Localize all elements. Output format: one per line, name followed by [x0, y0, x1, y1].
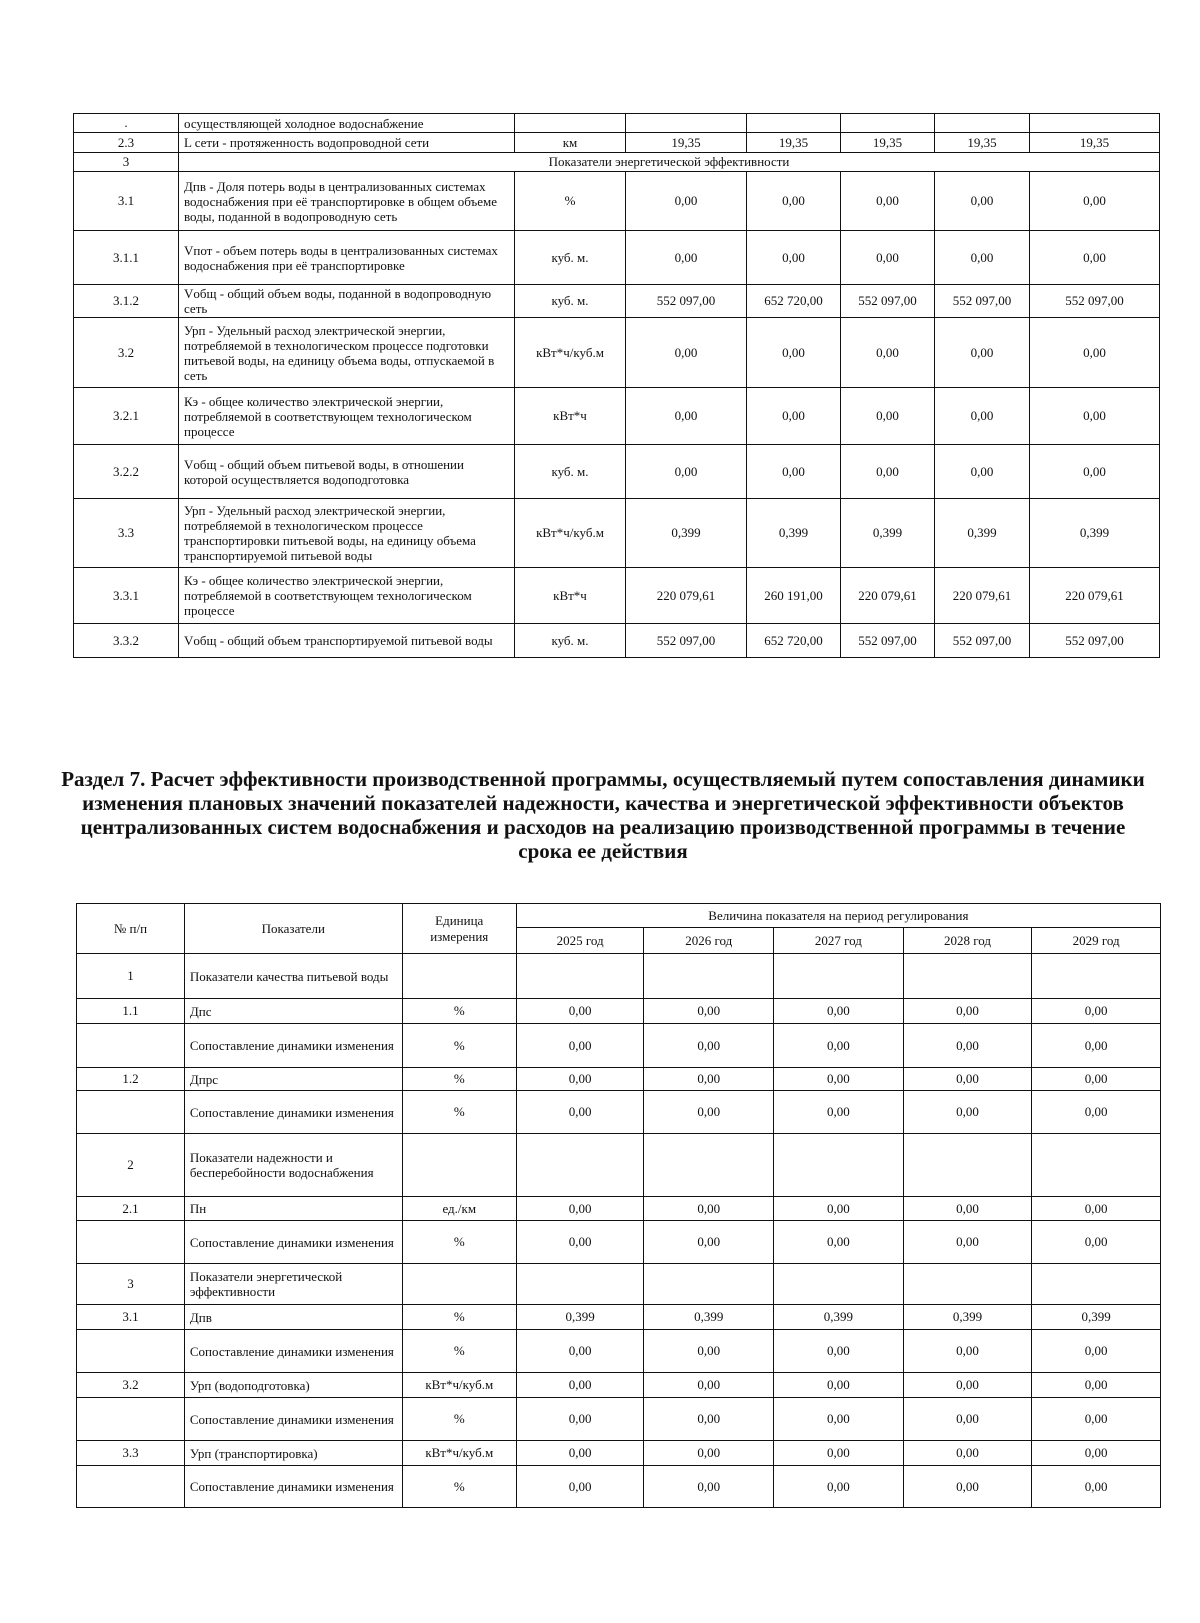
- value-cell: 0,399: [516, 1305, 644, 1330]
- value-cell: 552 097,00: [841, 285, 935, 318]
- value-cell: 0,00: [774, 1197, 904, 1221]
- value-cell: 0,00: [841, 318, 935, 388]
- indicator-name: осуществляющей холодное водоснабжение: [179, 114, 515, 133]
- table-row: [74, 318, 1160, 388]
- row-number: [77, 1398, 185, 1441]
- value-cell: 0,00: [841, 388, 935, 445]
- value-cell: 0,399: [644, 1305, 774, 1330]
- value-cell: 0,00: [841, 231, 935, 285]
- value-cell: 0,00: [644, 1441, 774, 1466]
- table-row: [74, 445, 1160, 499]
- value-cell: 0,00: [1032, 1330, 1161, 1373]
- value-cell: 0,00: [516, 1091, 644, 1134]
- value-cell: [747, 114, 841, 133]
- indicator-name: Сопоставление динамики изменения: [184, 1466, 402, 1508]
- value-cell: 0,399: [626, 499, 747, 568]
- value-cell: 0,00: [903, 1398, 1032, 1441]
- row-number: [77, 1466, 185, 1508]
- value-cell: 0,00: [1030, 318, 1160, 388]
- value-cell: [516, 954, 644, 999]
- value-cell: 0,00: [644, 1197, 774, 1221]
- value-cell: 0,00: [1032, 999, 1161, 1024]
- row-number: 2: [77, 1134, 185, 1197]
- value-cell: 0,00: [935, 172, 1030, 231]
- indicator-name: Показатели энергетической эффективности: [184, 1264, 402, 1305]
- table-row: [77, 1091, 1161, 1134]
- value-cell: 19,35: [935, 133, 1030, 153]
- table-row: [77, 1466, 1161, 1508]
- unit: %: [402, 1466, 516, 1508]
- table-row: [74, 172, 1160, 231]
- value-cell: 0,00: [644, 1221, 774, 1264]
- unit: км: [515, 133, 626, 153]
- value-cell: 0,00: [1032, 1441, 1161, 1466]
- value-cell: [644, 954, 774, 999]
- table-row: [74, 568, 1160, 624]
- unit: %: [402, 1024, 516, 1068]
- value-cell: 0,00: [774, 1221, 904, 1264]
- value-cell: 220 079,61: [935, 568, 1030, 624]
- value-cell: 0,00: [774, 1024, 904, 1068]
- table-row: [77, 1068, 1161, 1091]
- table-row: [77, 1264, 1161, 1305]
- header-unit: Единица измерения: [402, 904, 516, 954]
- indicator-name: Дпс: [184, 999, 402, 1024]
- value-cell: 0,399: [774, 1305, 904, 1330]
- row-number: 1: [77, 954, 185, 999]
- value-cell: 0,00: [516, 999, 644, 1024]
- value-cell: [935, 114, 1030, 133]
- row-number: 1.1: [77, 999, 185, 1024]
- header-year: 2029 год: [1032, 928, 1161, 954]
- row-number: 3.1: [74, 172, 179, 231]
- indicator-name: Сопоставление динамики изменения: [184, 1330, 402, 1373]
- value-cell: 0,00: [903, 1221, 1032, 1264]
- row-number: 2.1: [77, 1197, 185, 1221]
- indicator-name: L сети - протяженность водопроводной сети: [179, 133, 515, 153]
- header-name: Показатели: [184, 904, 402, 954]
- indicator-name: Сопоставление динамики изменения: [184, 1024, 402, 1068]
- table-row: [77, 1398, 1161, 1441]
- row-number: [77, 1024, 185, 1068]
- unit: [402, 1134, 516, 1197]
- value-cell: 19,35: [626, 133, 747, 153]
- row-number: 1.2: [77, 1068, 185, 1091]
- row-number: 3.1.1: [74, 231, 179, 285]
- value-cell: 19,35: [747, 133, 841, 153]
- indicator-name: Vобщ - общий объем воды, поданной в водопроводную сеть: [179, 285, 515, 318]
- indicator-name: Vпот - объем потерь воды в централизованных системах водоснабжения при её транспортировке: [179, 231, 515, 285]
- value-cell: [1032, 954, 1161, 999]
- value-cell: [1032, 1264, 1161, 1305]
- value-cell: [774, 1264, 904, 1305]
- value-cell: 0,00: [1032, 1024, 1161, 1068]
- value-cell: 0,00: [626, 172, 747, 231]
- unit: %: [402, 999, 516, 1024]
- value-cell: 0,00: [935, 318, 1030, 388]
- value-cell: 0,00: [1032, 1068, 1161, 1091]
- indicator-name: Дпрс: [184, 1068, 402, 1091]
- unit: %: [402, 1221, 516, 1264]
- unit: кВт*ч: [515, 568, 626, 624]
- value-cell: 0,399: [1030, 499, 1160, 568]
- value-cell: 0,00: [903, 1068, 1032, 1091]
- value-cell: 0,00: [747, 172, 841, 231]
- value-cell: 0,00: [903, 1373, 1032, 1398]
- header-year: 2025 год: [516, 928, 644, 954]
- indicator-name: Показатели качества питьевой воды: [184, 954, 402, 999]
- unit: %: [402, 1398, 516, 1441]
- header-year: 2027 год: [774, 928, 904, 954]
- table-row: [77, 1441, 1161, 1466]
- indicator-name: Сопоставление динамики изменения: [184, 1398, 402, 1441]
- value-cell: 0,00: [626, 388, 747, 445]
- value-cell: [903, 954, 1032, 999]
- value-cell: [516, 1264, 644, 1305]
- row-number: 3.2.2: [74, 445, 179, 499]
- row-number: 3.3.1: [74, 568, 179, 624]
- value-cell: 0,00: [935, 231, 1030, 285]
- value-cell: 0,00: [747, 445, 841, 499]
- value-cell: [774, 954, 904, 999]
- indicator-name: Урп (водоподготовка): [184, 1373, 402, 1398]
- value-cell: 220 079,61: [626, 568, 747, 624]
- value-cell: 0,00: [1032, 1466, 1161, 1508]
- section-heading: Показатели энергетической эффективности: [179, 153, 1160, 172]
- value-cell: 0,00: [774, 1466, 904, 1508]
- value-cell: [841, 114, 935, 133]
- table-row: [77, 1330, 1161, 1373]
- value-cell: 0,00: [1032, 1373, 1161, 1398]
- unit: куб. м.: [515, 624, 626, 658]
- row-number: 3.3.2: [74, 624, 179, 658]
- unit: кВт*ч: [515, 388, 626, 445]
- value-cell: 0,399: [903, 1305, 1032, 1330]
- table-row: [77, 1373, 1161, 1398]
- row-number: 3.1: [77, 1305, 185, 1330]
- row-number: 3: [74, 153, 179, 172]
- value-cell: 0,399: [841, 499, 935, 568]
- unit: %: [402, 1091, 516, 1134]
- value-cell: 652 720,00: [747, 285, 841, 318]
- indicator-name: Урп - Удельный расход электрической энергии, потребляемой в технологическом процессе подготовки питьевой воды, на единицу объема воды, отпускаемой в сеть: [179, 318, 515, 388]
- header-num: № п/п: [77, 904, 185, 954]
- value-cell: 0,00: [516, 1330, 644, 1373]
- value-cell: 0,00: [1030, 388, 1160, 445]
- unit: куб. м.: [515, 231, 626, 285]
- value-cell: 19,35: [841, 133, 935, 153]
- efficiency-comparison-table: [76, 903, 1161, 1508]
- value-cell: 220 079,61: [841, 568, 935, 624]
- value-cell: 260 191,00: [747, 568, 841, 624]
- table-row: [77, 1134, 1161, 1197]
- unit: куб. м.: [515, 445, 626, 499]
- row-number: 3.2: [77, 1373, 185, 1398]
- value-cell: 0,00: [644, 1024, 774, 1068]
- indicator-name: Дпв - Доля потерь воды в централизованных системах водоснабжения при её транспортировке в общем объеме воды, поданной в водопроводную сеть: [179, 172, 515, 231]
- indicators-table-continued: [73, 113, 1160, 658]
- unit: кВт*ч/куб.м: [402, 1373, 516, 1398]
- unit: %: [402, 1305, 516, 1330]
- unit: %: [402, 1330, 516, 1373]
- table-row: [77, 999, 1161, 1024]
- value-cell: 552 097,00: [626, 624, 747, 658]
- value-cell: 0,00: [774, 1441, 904, 1466]
- value-cell: 0,00: [516, 1373, 644, 1398]
- value-cell: 0,00: [903, 1330, 1032, 1373]
- indicator-name: Дпв: [184, 1305, 402, 1330]
- unit: %: [515, 172, 626, 231]
- value-cell: 0,00: [903, 1197, 1032, 1221]
- value-cell: 0,00: [1032, 1197, 1161, 1221]
- indicator-name: Сопоставление динамики изменения: [184, 1091, 402, 1134]
- unit: [402, 1264, 516, 1305]
- row-number: 2.3: [74, 133, 179, 153]
- value-cell: 220 079,61: [1030, 568, 1160, 624]
- unit: ед./км: [402, 1197, 516, 1221]
- section-title: Раздел 7. Расчет эффективности производственной программы, осуществляемый путем сопоставления динамики изменения плановых значений показателей надежности, качества и энергетической эффективности объектов централизованных систем водоснабжения и расходов на реализацию производственной программы в течение срока ее действия: [61, 767, 1145, 863]
- table-row: [77, 954, 1161, 999]
- value-cell: 0,00: [774, 1330, 904, 1373]
- value-cell: 0,00: [644, 1068, 774, 1091]
- unit: кВт*ч/куб.м: [515, 499, 626, 568]
- header-period: Величина показателя на период регулирования: [516, 904, 1160, 928]
- row-number: 3.1.2: [74, 285, 179, 318]
- row-number: [77, 1221, 185, 1264]
- value-cell: 19,35: [1030, 133, 1160, 153]
- unit: [402, 954, 516, 999]
- unit: кВт*ч/куб.м: [402, 1441, 516, 1466]
- row-number: [77, 1091, 185, 1134]
- indicator-name: Кэ - общее количество электрической энергии, потребляемой в соответствующем технологическом процессе: [179, 388, 515, 445]
- value-cell: [516, 1134, 644, 1197]
- indicator-name: Пн: [184, 1197, 402, 1221]
- row-number: [77, 1330, 185, 1373]
- unit: %: [402, 1068, 516, 1091]
- value-cell: [644, 1264, 774, 1305]
- value-cell: 0,00: [644, 1398, 774, 1441]
- value-cell: 552 097,00: [1030, 285, 1160, 318]
- value-cell: [774, 1134, 904, 1197]
- value-cell: 0,00: [903, 1441, 1032, 1466]
- row-number: 3.2: [74, 318, 179, 388]
- value-cell: 0,00: [516, 1197, 644, 1221]
- value-cell: 0,00: [774, 999, 904, 1024]
- table-row: [77, 1221, 1161, 1264]
- value-cell: 0,00: [516, 1398, 644, 1441]
- value-cell: 0,00: [903, 999, 1032, 1024]
- value-cell: 0,00: [516, 1024, 644, 1068]
- row-number: 3.3: [74, 499, 179, 568]
- value-cell: 0,00: [516, 1068, 644, 1091]
- value-cell: 0,00: [903, 1466, 1032, 1508]
- value-cell: [644, 1134, 774, 1197]
- value-cell: 0,00: [1030, 445, 1160, 499]
- indicator-name: Vобщ - общий объем транспортируемой питьевой воды: [179, 624, 515, 658]
- indicator-name: Урп (транспортировка): [184, 1441, 402, 1466]
- value-cell: 0,00: [774, 1373, 904, 1398]
- value-cell: 0,00: [626, 445, 747, 499]
- value-cell: 0,00: [644, 999, 774, 1024]
- value-cell: 0,00: [935, 445, 1030, 499]
- value-cell: 0,399: [935, 499, 1030, 568]
- table-row: [74, 133, 1160, 153]
- value-cell: [626, 114, 747, 133]
- value-cell: 552 097,00: [1030, 624, 1160, 658]
- row-number: .: [74, 114, 179, 133]
- header-year: 2028 год: [903, 928, 1032, 954]
- value-cell: 0,00: [1032, 1221, 1161, 1264]
- header-year: 2026 год: [644, 928, 774, 954]
- value-cell: 552 097,00: [935, 285, 1030, 318]
- indicator-name: Vобщ - общий объем питьевой воды, в отношении которой осуществляется водоподготовка: [179, 445, 515, 499]
- value-cell: 0,00: [903, 1024, 1032, 1068]
- value-cell: 0,00: [774, 1068, 904, 1091]
- value-cell: 0,399: [1032, 1305, 1161, 1330]
- value-cell: 0,00: [1032, 1091, 1161, 1134]
- value-cell: 0,00: [626, 318, 747, 388]
- table-row: [74, 114, 1160, 133]
- value-cell: 0,00: [516, 1441, 644, 1466]
- value-cell: 652 720,00: [747, 624, 841, 658]
- value-cell: [1032, 1134, 1161, 1197]
- value-cell: [903, 1134, 1032, 1197]
- value-cell: 0,00: [774, 1091, 904, 1134]
- value-cell: 0,00: [516, 1221, 644, 1264]
- value-cell: 0,00: [644, 1373, 774, 1398]
- value-cell: 0,00: [644, 1330, 774, 1373]
- value-cell: 552 097,00: [626, 285, 747, 318]
- value-cell: 0,00: [1030, 231, 1160, 285]
- value-cell: 552 097,00: [935, 624, 1030, 658]
- value-cell: 0,00: [516, 1466, 644, 1508]
- row-number: 3: [77, 1264, 185, 1305]
- value-cell: 0,00: [644, 1091, 774, 1134]
- value-cell: 0,00: [935, 388, 1030, 445]
- table-row: [74, 499, 1160, 568]
- unit: [515, 114, 626, 133]
- value-cell: 0,00: [626, 231, 747, 285]
- value-cell: 0,00: [747, 318, 841, 388]
- value-cell: 0,00: [1032, 1398, 1161, 1441]
- table-row: [77, 1197, 1161, 1221]
- table-row: [77, 1305, 1161, 1330]
- unit: кВт*ч/куб.м: [515, 318, 626, 388]
- value-cell: 0,00: [1030, 172, 1160, 231]
- table-row: [74, 153, 1160, 172]
- table-row: [74, 231, 1160, 285]
- unit: куб. м.: [515, 285, 626, 318]
- value-cell: 0,00: [841, 445, 935, 499]
- indicator-name: Урп - Удельный расход электрической энергии, потребляемой в технологическом процессе транспортировки питьевой воды, на единицу объема транспортируемой питьевой воды: [179, 499, 515, 568]
- value-cell: 0,00: [747, 231, 841, 285]
- value-cell: 0,00: [903, 1091, 1032, 1134]
- value-cell: 0,00: [841, 172, 935, 231]
- value-cell: 0,00: [774, 1398, 904, 1441]
- indicator-name: Показатели надежности и бесперебойности водоснабжения: [184, 1134, 402, 1197]
- table-row: [74, 285, 1160, 318]
- row-number: 3.3: [77, 1441, 185, 1466]
- indicator-name: Сопоставление динамики изменения: [184, 1221, 402, 1264]
- table-row: [74, 624, 1160, 658]
- value-cell: [903, 1264, 1032, 1305]
- value-cell: 0,00: [747, 388, 841, 445]
- value-cell: 0,00: [644, 1466, 774, 1508]
- row-number: 3.2.1: [74, 388, 179, 445]
- table-row: [77, 1024, 1161, 1068]
- value-cell: 552 097,00: [841, 624, 935, 658]
- value-cell: [1030, 114, 1160, 133]
- value-cell: 0,399: [747, 499, 841, 568]
- table-row: [74, 388, 1160, 445]
- indicator-name: Кэ - общее количество электрической энергии, потребляемой в соответствующем технологическом процессе: [179, 568, 515, 624]
